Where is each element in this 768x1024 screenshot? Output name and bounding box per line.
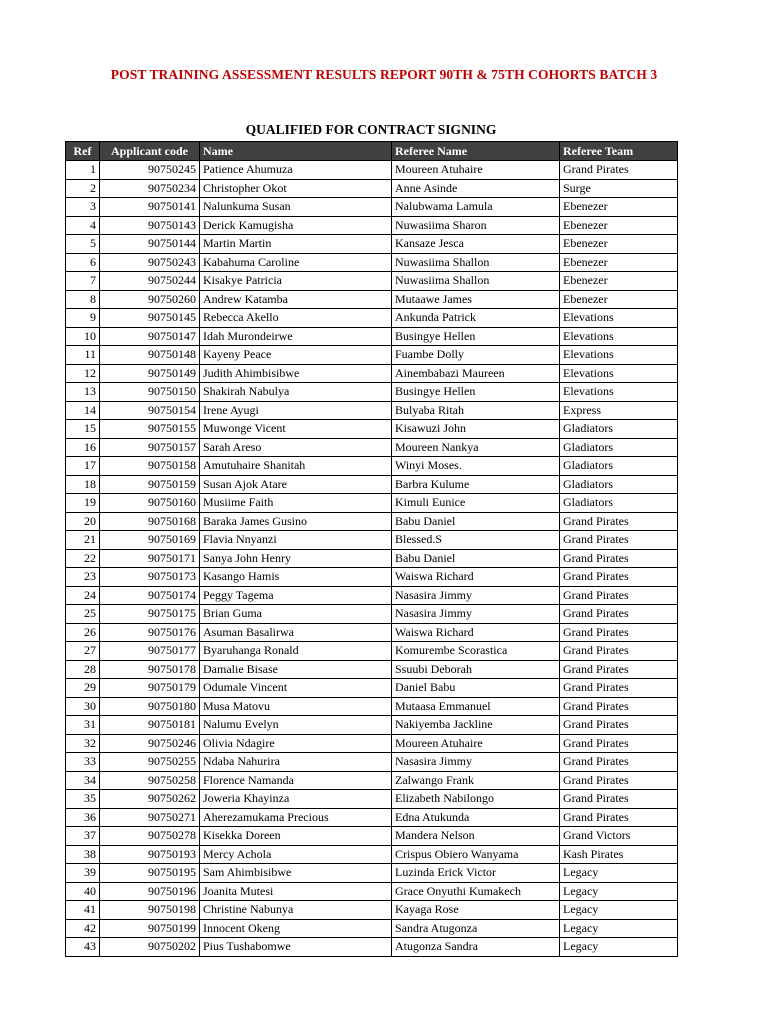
- cell-referee-team: Ebenezer: [560, 290, 678, 309]
- cell-referee-team: Express: [560, 401, 678, 420]
- cell-referee-name: Nuwasiima Shallon: [392, 272, 560, 291]
- cell-name: Idah Murondeirwe: [200, 327, 392, 346]
- cell-ref: 31: [66, 716, 100, 735]
- cell-referee-name: Nuwasiima Sharon: [392, 216, 560, 235]
- cell-referee-name: Fuambe Dolly: [392, 346, 560, 365]
- table-row: [66, 605, 678, 624]
- cell-referee-name: Edna Atukunda: [392, 808, 560, 827]
- cell-applicant-code: 90750154: [100, 401, 200, 420]
- cell-ref: 27: [66, 642, 100, 661]
- cell-referee-team: Ebenezer: [560, 253, 678, 272]
- cell-name: Ndaba Nahurira: [200, 753, 392, 772]
- table-body: [66, 161, 678, 957]
- cell-applicant-code: 90750147: [100, 327, 200, 346]
- cell-ref: 19: [66, 494, 100, 513]
- cell-applicant-code: 90750143: [100, 216, 200, 235]
- cell-referee-name: Ankunda Patrick: [392, 309, 560, 328]
- cell-referee-team: Grand Pirates: [560, 161, 678, 180]
- cell-name: Damalie Bisase: [200, 660, 392, 679]
- cell-ref: 1: [66, 161, 100, 180]
- cell-ref: 8: [66, 290, 100, 309]
- table-row: [66, 494, 678, 513]
- table-row: [66, 161, 678, 180]
- cell-referee-team: Elevations: [560, 364, 678, 383]
- cell-applicant-code: 90750173: [100, 568, 200, 587]
- cell-ref: 12: [66, 364, 100, 383]
- header-referee-name: Referee Name: [392, 142, 560, 161]
- cell-name: Baraka James Gusino: [200, 512, 392, 531]
- cell-referee-name: Mandera Nelson: [392, 827, 560, 846]
- cell-applicant-code: 90750260: [100, 290, 200, 309]
- cell-applicant-code: 90750141: [100, 198, 200, 217]
- cell-referee-team: Elevations: [560, 309, 678, 328]
- cell-referee-name: Barbra Kulume: [392, 475, 560, 494]
- cell-ref: 11: [66, 346, 100, 365]
- report-title: POST TRAINING ASSESSMENT RESULTS REPORT 90TH & 75TH COHORTS BATCH 3: [110, 67, 658, 82]
- cell-referee-team: Grand Pirates: [560, 568, 678, 587]
- cell-referee-team: Gladiators: [560, 457, 678, 476]
- cell-referee-name: Nalubwama Lamula: [392, 198, 560, 217]
- cell-referee-team: Elevations: [560, 346, 678, 365]
- cell-name: Sanya John Henry: [200, 549, 392, 568]
- cell-referee-name: Bulyaba Ritah: [392, 401, 560, 420]
- cell-referee-team: Gladiators: [560, 420, 678, 439]
- cell-referee-name: Nuwasiima Shallon: [392, 253, 560, 272]
- cell-referee-name: Winyi Moses.: [392, 457, 560, 476]
- header-ref: Ref: [66, 142, 100, 161]
- cell-name: Byaruhanga Ronald: [200, 642, 392, 661]
- cell-referee-name: Moureen Atuhaire: [392, 734, 560, 753]
- cell-applicant-code: 90750157: [100, 438, 200, 457]
- table-row: [66, 531, 678, 550]
- cell-ref: 43: [66, 938, 100, 957]
- cell-name: Amutuhaire Shanitah: [200, 457, 392, 476]
- table-row: [66, 272, 678, 291]
- cell-name: Florence Namanda: [200, 771, 392, 790]
- table-row: [66, 753, 678, 772]
- cell-name: Aherezamukama Precious: [200, 808, 392, 827]
- cell-ref: 6: [66, 253, 100, 272]
- cell-referee-team: Grand Pirates: [560, 679, 678, 698]
- cell-name: Susan Ajok Atare: [200, 475, 392, 494]
- cell-applicant-code: 90750199: [100, 919, 200, 938]
- cell-referee-name: Babu Daniel: [392, 512, 560, 531]
- cell-ref: 3: [66, 198, 100, 217]
- cell-applicant-code: 90750202: [100, 938, 200, 957]
- cell-name: Olivia Ndagire: [200, 734, 392, 753]
- cell-applicant-code: 90750149: [100, 364, 200, 383]
- cell-applicant-code: 90750198: [100, 901, 200, 920]
- cell-referee-team: Legacy: [560, 938, 678, 957]
- cell-referee-name: Zalwango Frank: [392, 771, 560, 790]
- cell-applicant-code: 90750180: [100, 697, 200, 716]
- cell-ref: 21: [66, 531, 100, 550]
- cell-name: Irene Ayugi: [200, 401, 392, 420]
- cell-ref: 4: [66, 216, 100, 235]
- cell-ref: 41: [66, 901, 100, 920]
- cell-ref: 22: [66, 549, 100, 568]
- header-row: [66, 142, 678, 161]
- table-row: [66, 827, 678, 846]
- cell-ref: 36: [66, 808, 100, 827]
- cell-ref: 2: [66, 179, 100, 198]
- table-row: [66, 216, 678, 235]
- cell-referee-team: Grand Pirates: [560, 531, 678, 550]
- cell-name: Musiime Faith: [200, 494, 392, 513]
- cell-applicant-code: 90750169: [100, 531, 200, 550]
- cell-applicant-code: 90750196: [100, 882, 200, 901]
- cell-referee-name: Ainembabazi Maureen: [392, 364, 560, 383]
- cell-referee-team: Grand Pirates: [560, 642, 678, 661]
- table-row: [66, 864, 678, 883]
- results-table: [65, 141, 678, 957]
- cell-applicant-code: 90750195: [100, 864, 200, 883]
- cell-ref: 32: [66, 734, 100, 753]
- cell-referee-team: Surge: [560, 179, 678, 198]
- cell-name: Sam Ahimbisibwe: [200, 864, 392, 883]
- cell-applicant-code: 90750144: [100, 235, 200, 254]
- table-header: [66, 142, 678, 161]
- table-row: [66, 716, 678, 735]
- table-row: [66, 438, 678, 457]
- cell-referee-team: Grand Pirates: [560, 512, 678, 531]
- cell-referee-team: Legacy: [560, 919, 678, 938]
- header-referee-team: Referee Team: [560, 142, 678, 161]
- cell-applicant-code: 90750171: [100, 549, 200, 568]
- cell-name: Shakirah Nabulya: [200, 383, 392, 402]
- cell-referee-name: Grace Onyuthi Kumakech: [392, 882, 560, 901]
- cell-ref: 40: [66, 882, 100, 901]
- cell-referee-team: Legacy: [560, 864, 678, 883]
- cell-referee-name: Kisawuzi John: [392, 420, 560, 439]
- cell-referee-name: Ssuubi Deborah: [392, 660, 560, 679]
- cell-referee-name: Nasasira Jimmy: [392, 586, 560, 605]
- cell-referee-name: Moureen Atuhaire: [392, 161, 560, 180]
- table-row: [66, 383, 678, 402]
- cell-referee-name: Nasasira Jimmy: [392, 753, 560, 772]
- cell-referee-team: Grand Pirates: [560, 586, 678, 605]
- table-row: [66, 808, 678, 827]
- cell-referee-team: Kash Pirates: [560, 845, 678, 864]
- cell-referee-name: Kansaze Jesca: [392, 235, 560, 254]
- cell-referee-team: Grand Pirates: [560, 734, 678, 753]
- table-row: [66, 179, 678, 198]
- table-row: [66, 938, 678, 957]
- cell-name: Joanita Mutesi: [200, 882, 392, 901]
- table-row: [66, 734, 678, 753]
- cell-ref: 34: [66, 771, 100, 790]
- table-row: [66, 420, 678, 439]
- cell-name: Christine Nabunya: [200, 901, 392, 920]
- cell-referee-team: Grand Pirates: [560, 716, 678, 735]
- cell-referee-name: Mutaasa Emmanuel: [392, 697, 560, 716]
- cell-referee-name: Nakiyemba Jackline: [392, 716, 560, 735]
- cell-referee-name: Komurembe Scorastica: [392, 642, 560, 661]
- cell-applicant-code: 90750150: [100, 383, 200, 402]
- cell-name: Patience Ahumuza: [200, 161, 392, 180]
- cell-name: Brian Guma: [200, 605, 392, 624]
- cell-name: Odumale Vincent: [200, 679, 392, 698]
- cell-applicant-code: 90750244: [100, 272, 200, 291]
- cell-applicant-code: 90750158: [100, 457, 200, 476]
- cell-referee-name: Babu Daniel: [392, 549, 560, 568]
- cell-ref: 23: [66, 568, 100, 587]
- cell-referee-team: Ebenezer: [560, 198, 678, 217]
- cell-name: Kayeny Peace: [200, 346, 392, 365]
- cell-applicant-code: 90750246: [100, 734, 200, 753]
- cell-ref: 14: [66, 401, 100, 420]
- cell-applicant-code: 90750271: [100, 808, 200, 827]
- cell-applicant-code: 90750262: [100, 790, 200, 809]
- table-row: [66, 660, 678, 679]
- table-row: [66, 457, 678, 476]
- cell-name: Mercy Achola: [200, 845, 392, 864]
- table-row: [66, 253, 678, 272]
- cell-referee-team: Ebenezer: [560, 235, 678, 254]
- cell-ref: 38: [66, 845, 100, 864]
- cell-referee-name: Blessed.S: [392, 531, 560, 550]
- cell-name: Nalumu Evelyn: [200, 716, 392, 735]
- cell-referee-team: Grand Pirates: [560, 660, 678, 679]
- table-row: [66, 475, 678, 494]
- cell-referee-name: Daniel Babu: [392, 679, 560, 698]
- cell-referee-team: Legacy: [560, 901, 678, 920]
- cell-applicant-code: 90750178: [100, 660, 200, 679]
- cell-referee-name: Kayaga Rose: [392, 901, 560, 920]
- table-row: [66, 549, 678, 568]
- cell-applicant-code: 90750159: [100, 475, 200, 494]
- cell-ref: 20: [66, 512, 100, 531]
- cell-ref: 10: [66, 327, 100, 346]
- table-row: [66, 346, 678, 365]
- table-row: [66, 401, 678, 420]
- cell-ref: 9: [66, 309, 100, 328]
- cell-ref: 28: [66, 660, 100, 679]
- cell-applicant-code: 90750148: [100, 346, 200, 365]
- cell-referee-team: Grand Pirates: [560, 605, 678, 624]
- cell-referee-team: Grand Pirates: [560, 771, 678, 790]
- header-applicant-code: Applicant code: [100, 142, 200, 161]
- cell-name: Musa Matovu: [200, 697, 392, 716]
- cell-applicant-code: 90750245: [100, 161, 200, 180]
- table-row: [66, 882, 678, 901]
- cell-referee-team: Legacy: [560, 882, 678, 901]
- cell-applicant-code: 90750174: [100, 586, 200, 605]
- cell-referee-name: Crispus Obiero Wanyama: [392, 845, 560, 864]
- cell-name: Judith Ahimbisibwe: [200, 364, 392, 383]
- cell-ref: 18: [66, 475, 100, 494]
- cell-name: Innocent Okeng: [200, 919, 392, 938]
- cell-applicant-code: 90750160: [100, 494, 200, 513]
- table-row: [66, 309, 678, 328]
- table-row: [66, 198, 678, 217]
- cell-ref: 26: [66, 623, 100, 642]
- cell-applicant-code: 90750179: [100, 679, 200, 698]
- cell-ref: 16: [66, 438, 100, 457]
- cell-referee-team: Ebenezer: [560, 272, 678, 291]
- table-row: [66, 512, 678, 531]
- cell-ref: 30: [66, 697, 100, 716]
- cell-name: Christopher Okot: [200, 179, 392, 198]
- cell-referee-team: Gladiators: [560, 438, 678, 457]
- cell-ref: 42: [66, 919, 100, 938]
- table-row: [66, 845, 678, 864]
- cell-referee-name: Luzinda Erick Victor: [392, 864, 560, 883]
- cell-applicant-code: 90750175: [100, 605, 200, 624]
- table-row: [66, 771, 678, 790]
- cell-ref: 33: [66, 753, 100, 772]
- table-row: [66, 235, 678, 254]
- table-row: [66, 901, 678, 920]
- table-row: [66, 679, 678, 698]
- cell-ref: 17: [66, 457, 100, 476]
- cell-referee-team: Grand Pirates: [560, 623, 678, 642]
- cell-ref: 39: [66, 864, 100, 883]
- cell-referee-name: Nasasira Jimmy: [392, 605, 560, 624]
- cell-referee-name: Atugonza Sandra: [392, 938, 560, 957]
- cell-referee-team: Gladiators: [560, 494, 678, 513]
- cell-referee-team: Grand Victors: [560, 827, 678, 846]
- cell-referee-name: Moureen Nankya: [392, 438, 560, 457]
- table-row: [66, 364, 678, 383]
- cell-applicant-code: 90750177: [100, 642, 200, 661]
- table-row: [66, 919, 678, 938]
- cell-name: Derick Kamugisha: [200, 216, 392, 235]
- cell-applicant-code: 90750168: [100, 512, 200, 531]
- cell-ref: 13: [66, 383, 100, 402]
- cell-name: Asuman Basalirwa: [200, 623, 392, 642]
- cell-ref: 37: [66, 827, 100, 846]
- cell-referee-team: Gladiators: [560, 475, 678, 494]
- cell-name: Rebecca Akello: [200, 309, 392, 328]
- cell-name: Muwonge Vicent: [200, 420, 392, 439]
- table-row: [66, 290, 678, 309]
- cell-applicant-code: 90750193: [100, 845, 200, 864]
- cell-referee-team: Grand Pirates: [560, 753, 678, 772]
- table-row: [66, 623, 678, 642]
- cell-referee-name: Kimuli Eunice: [392, 494, 560, 513]
- cell-name: Sarah Areso: [200, 438, 392, 457]
- header-name: Name: [200, 142, 392, 161]
- table-row: [66, 790, 678, 809]
- cell-name: Kisekka Doreen: [200, 827, 392, 846]
- cell-referee-team: Ebenezer: [560, 216, 678, 235]
- cell-referee-team: Grand Pirates: [560, 808, 678, 827]
- cell-referee-name: Waiswa Richard: [392, 568, 560, 587]
- cell-name: Joweria Khayinza: [200, 790, 392, 809]
- cell-name: Kasango Hamis: [200, 568, 392, 587]
- cell-applicant-code: 90750155: [100, 420, 200, 439]
- cell-applicant-code: 90750255: [100, 753, 200, 772]
- cell-referee-team: Elevations: [560, 383, 678, 402]
- cell-applicant-code: 90750243: [100, 253, 200, 272]
- section-title: QUALIFIED FOR CONTRACT SIGNING: [245, 122, 497, 137]
- cell-ref: 25: [66, 605, 100, 624]
- cell-applicant-code: 90750181: [100, 716, 200, 735]
- table-row: [66, 327, 678, 346]
- table-row: [66, 586, 678, 605]
- cell-name: Flavia Nnyanzi: [200, 531, 392, 550]
- cell-referee-name: Busingye Hellen: [392, 327, 560, 346]
- cell-ref: 15: [66, 420, 100, 439]
- cell-ref: 7: [66, 272, 100, 291]
- cell-referee-team: Elevations: [560, 327, 678, 346]
- cell-ref: 24: [66, 586, 100, 605]
- cell-referee-name: Anne Asinde: [392, 179, 560, 198]
- cell-name: Pius Tushabomwe: [200, 938, 392, 957]
- cell-name: Peggy Tagema: [200, 586, 392, 605]
- cell-ref: 29: [66, 679, 100, 698]
- table-row: [66, 568, 678, 587]
- cell-ref: 5: [66, 235, 100, 254]
- cell-applicant-code: 90750258: [100, 771, 200, 790]
- table-row: [66, 697, 678, 716]
- cell-referee-team: Grand Pirates: [560, 697, 678, 716]
- cell-applicant-code: 90750176: [100, 623, 200, 642]
- cell-applicant-code: 90750278: [100, 827, 200, 846]
- cell-referee-name: Waiswa Richard: [392, 623, 560, 642]
- cell-referee-team: Grand Pirates: [560, 790, 678, 809]
- cell-name: Nalunkuma Susan: [200, 198, 392, 217]
- cell-referee-name: Sandra Atugonza: [392, 919, 560, 938]
- cell-name: Kisakye Patricia: [200, 272, 392, 291]
- cell-name: Kabahuma Caroline: [200, 253, 392, 272]
- cell-ref: 35: [66, 790, 100, 809]
- cell-referee-team: Grand Pirates: [560, 549, 678, 568]
- cell-name: Martin Martin: [200, 235, 392, 254]
- cell-referee-name: Busingye Hellen: [392, 383, 560, 402]
- cell-name: Andrew Katamba: [200, 290, 392, 309]
- cell-applicant-code: 90750234: [100, 179, 200, 198]
- cell-referee-name: Elizabeth Nabilongo: [392, 790, 560, 809]
- cell-applicant-code: 90750145: [100, 309, 200, 328]
- cell-referee-name: Mutaawe James: [392, 290, 560, 309]
- table-row: [66, 642, 678, 661]
